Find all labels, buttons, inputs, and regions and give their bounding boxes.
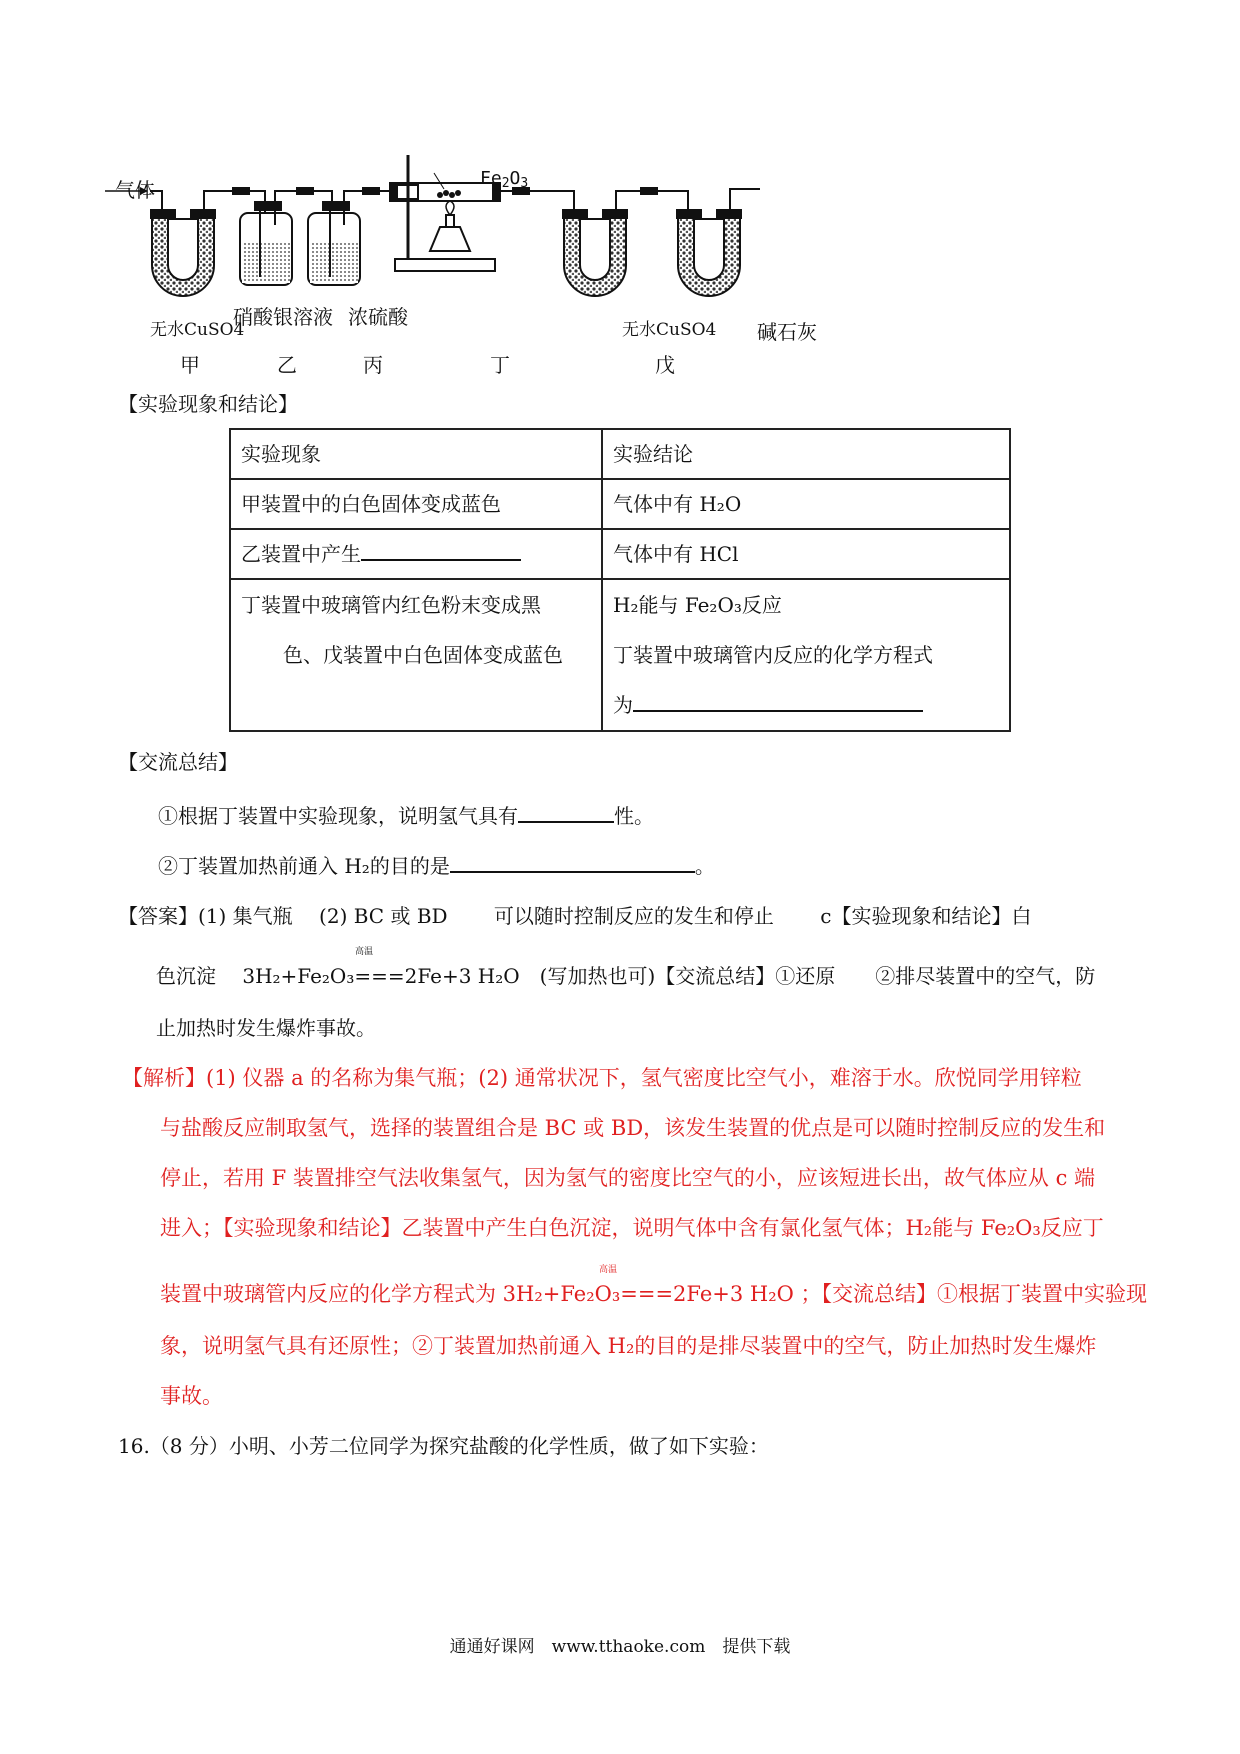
answer-heat-label: 高温 <box>355 947 374 957</box>
row3-conclusion-line2: 丁装置中玻璃管内反应的化学方程式 <box>613 643 933 667</box>
answer-line2: 色沉淀 3H₂+Fe₂O₃===2Fe+3 H₂O (写加热也可)【交流总结】①还原 ②排尽装置中的空气，防 <box>156 964 1096 988</box>
answer-line1: 【答案】(1) 集气瓶 (2) BC 或 BD 可以随时控制反应的发生和停止 c【实验现象和结论】白 <box>118 904 1032 928</box>
header-conclusion: 实验结论 <box>602 429 1010 479</box>
apparatus-label-ding: 丁 <box>490 353 510 377</box>
table-header-row <box>230 429 1010 479</box>
row3-observation-line1: 丁装置中玻璃管内红色粉末变成黑 <box>241 593 541 617</box>
bottle-yi <box>240 191 310 285</box>
answer-blank[interactable] <box>450 853 695 873</box>
jia-reagent-label: 无水CuSO4 <box>150 320 245 340</box>
gas-label: 气体 <box>115 178 155 202</box>
table-row <box>230 579 1010 731</box>
fe2o3-label: $Fe_2O_3$ <box>480 168 529 191</box>
observation-table <box>229 428 1011 732</box>
u-tube-jia <box>150 191 240 296</box>
summary-q2 <box>158 850 715 879</box>
row3-conclusion-line1: H₂能与 Fe₂O₃反应 <box>613 593 782 617</box>
analysis-line7: 事故。 <box>160 1384 223 1408</box>
lime-reagent-label: 碱石灰 <box>757 320 817 344</box>
summary-q1 <box>158 800 654 829</box>
apparatus-label-jia: 甲 <box>180 353 200 377</box>
summary-q1-text: ①根据丁装置中实验现象，说明氢气具有 <box>158 804 518 828</box>
analysis-line4: 进入；【实验现象和结论】乙装置中产生白色沉淀，说明气体中含有氯化氢气体；H₂能与 Fe₂O₃反应丁 <box>160 1216 1104 1240</box>
question-16: 16.（8 分）小明、小芳二位同学为探究盐酸的化学性质，做了如下实验： <box>118 1434 769 1458</box>
header-observation: 实验现象 <box>230 429 602 479</box>
apparatus-label-yi: 乙 <box>277 353 297 377</box>
bottle-bing <box>308 191 380 285</box>
row1-observation: 甲装置中的白色固体变成蓝色 <box>230 479 602 529</box>
analysis-heat-label: 高温 <box>599 1265 618 1275</box>
summary-q2-text: ②丁装置加热前通入 H₂的目的是 <box>158 854 450 878</box>
analysis-line3: 停止，若用 F 装置排空气法收集氢气，因为氢气的密度比空气的小，应该短进长出，故气体应从 c 端 <box>160 1166 1096 1190</box>
row3-conclusion-line3 <box>613 680 999 730</box>
section-summary-heading: 【交流总结】 <box>118 750 238 774</box>
row3-conclusion <box>602 579 1010 731</box>
wu-reagent-label: 无水CuSO4 <box>622 320 717 340</box>
answer-blank[interactable] <box>633 692 923 712</box>
u-tube-wu <box>530 191 648 296</box>
analysis-line6: 象，说明氢气具有还原性；②丁装置加热前通入 H₂的目的是排尽装置中的空气，防止加热时发生爆炸 <box>160 1334 1097 1358</box>
page-footer: 通通好课网 www.tthaoke.com 提供下载 <box>449 1637 791 1657</box>
row1-conclusion: 气体中有 H₂O <box>602 479 1010 529</box>
row2-observation-text: 乙装置中产生 <box>241 542 361 566</box>
apparatus-diagram <box>100 155 840 375</box>
row3-conclusion-line3-text: 为 <box>613 693 633 717</box>
summary-q2-suffix: 。 <box>694 854 715 878</box>
row2-conclusion: 气体中有 HCl <box>602 529 1010 579</box>
bing-reagent-label: 浓硫酸 <box>348 305 408 329</box>
yi-reagent-label: 硝酸银溶液 <box>233 305 333 329</box>
apparatus-label-bing: 丙 <box>363 353 383 377</box>
answer-line3: 止加热时发生爆炸事故。 <box>156 1016 376 1040</box>
answer-blank[interactable] <box>361 541 521 561</box>
analysis-line2: 与盐酸反应制取氢气，选择的装置组合是 BC 或 BD，该发生装置的优点是可以随时控制反应的发生和 <box>160 1116 1106 1140</box>
table-row <box>230 529 1010 579</box>
u-tube-lime <box>658 189 760 296</box>
row3-observation <box>230 579 602 731</box>
section-observation-heading: 【实验现象和结论】 <box>118 392 298 416</box>
answer-blank[interactable] <box>518 803 614 823</box>
table-row <box>230 479 1010 529</box>
analysis-line5: 装置中玻璃管内反应的化学方程式为 3H₂+Fe₂O₃===2Fe+3 H₂O ；【交流总结】①根据丁装置中实验现 <box>160 1282 1148 1306</box>
summary-q1-suffix: 性。 <box>614 804 654 828</box>
apparatus-label-wu: 戊 <box>655 353 675 377</box>
analysis-line1: 【解析】(1) 仪器 a 的名称为集气瓶；(2) 通常状况下，氢气密度比空气小，难溶于水。欣悦同学用锌粒 <box>122 1066 1082 1090</box>
row2-observation <box>230 529 602 579</box>
row3-observation-line2: 色、戊装置中白色固体变成蓝色 <box>283 643 563 667</box>
